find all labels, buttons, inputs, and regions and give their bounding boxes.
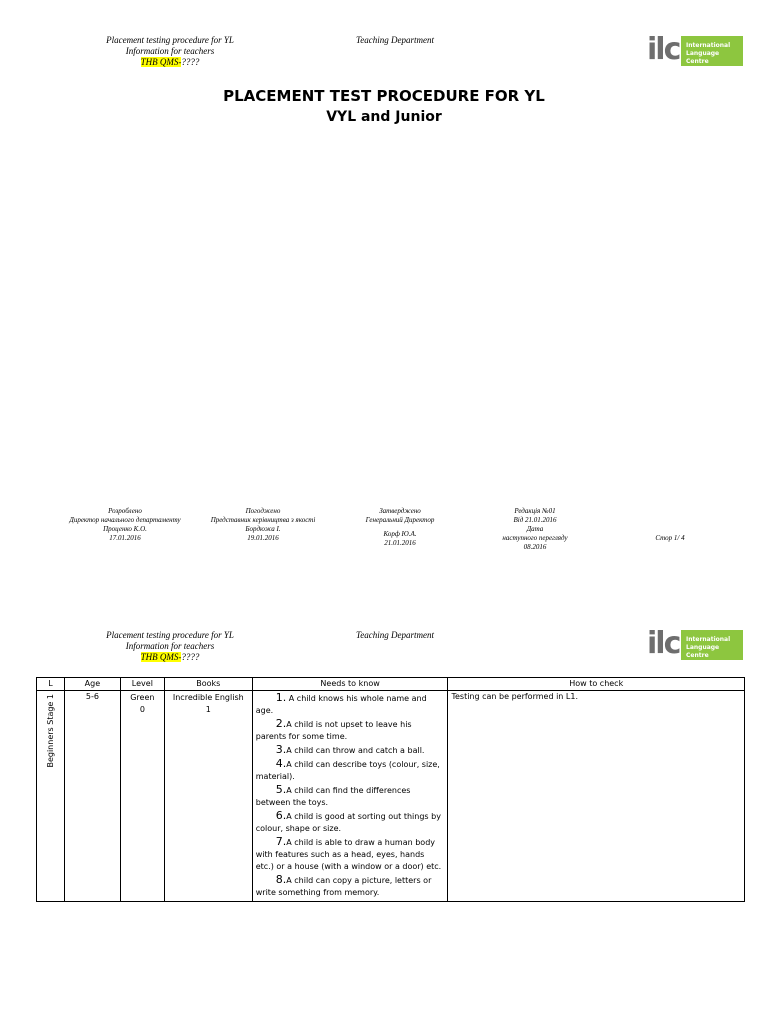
- header-code: [60, 57, 280, 68]
- needs-cell: [252, 691, 448, 902]
- header-line2: Information for teachers: [125, 46, 215, 56]
- header-age: Age: [64, 678, 120, 691]
- header-code-highlight: THB QMS-: [140, 57, 182, 67]
- table-header-row: [37, 678, 745, 691]
- footer-col2-line1: Погоджено: [245, 507, 281, 515]
- footer-col3-line1: Затверджено: [379, 507, 421, 515]
- logo-green-block-p2: [681, 630, 743, 660]
- footer-agreed: [197, 507, 329, 543]
- header-code-p2: [60, 652, 280, 663]
- header-how: How to check: [448, 678, 745, 691]
- footer-approved: [340, 507, 460, 548]
- level-cell: [120, 691, 164, 902]
- needs-item: 8.A child can copy a picture, letters or write something from memory.: [255, 873, 432, 897]
- stage-label: Beginners Stage 1: [45, 694, 55, 768]
- doc-header-left-p2: [60, 630, 280, 663]
- doc-header-middle-p2: Teaching Department: [356, 630, 434, 640]
- footer-col3-line5: 21.01.2016: [384, 539, 416, 547]
- level-line1: Green: [130, 693, 155, 702]
- doc-header-left: [60, 35, 280, 68]
- needs-item: 2.A child is not upset to leave his parents for some time.: [255, 717, 412, 741]
- document-title: PLACEMENT TEST PROCEDURE FOR YL: [223, 87, 545, 105]
- logo-letters: ilc: [647, 32, 680, 67]
- header-line2-p2: Information for teachers: [125, 641, 215, 651]
- needs-item: 3.A child can throw and catch a ball.: [275, 743, 425, 756]
- header-line1-p2: Placement testing procedure for YL: [106, 630, 234, 640]
- header-code-highlight-p2: THB QMS-: [140, 652, 182, 662]
- header-books: Books: [164, 678, 252, 691]
- needs-item: 7.A child is able to draw a human body with features such as a head, eyes, hands etc.) or a house (with a window or a door) etc.: [255, 835, 442, 871]
- how-to-check-cell: Testing can be performed in L1.: [448, 691, 745, 902]
- age-cell: 5-6: [64, 691, 120, 902]
- stage-cell: [37, 691, 65, 902]
- needs-item: 5.A child can find the differences between the toys.: [255, 783, 411, 807]
- needs-item: 1. A child knows his whole name and age.: [255, 691, 427, 715]
- books-line1: Incredible English: [172, 693, 244, 702]
- logo-green-block: [681, 36, 743, 66]
- ilc-logo-p2: [647, 628, 745, 664]
- footer-col2-line2: Представник керівництва з якості: [210, 516, 316, 524]
- footer-page-number: Стор 1/ 4: [655, 534, 685, 542]
- needs-item: 6.A child is good at sorting out things by colour, shape or size.: [255, 809, 441, 833]
- header-code-suffix: ????: [181, 57, 200, 67]
- footer-col1-line3: Проценко К.О.: [103, 525, 147, 533]
- footer-revision: [475, 507, 595, 552]
- footer-col4-line3: Дата: [526, 525, 544, 533]
- header-level: Level: [120, 678, 164, 691]
- footer-col1-line1: Розроблено: [108, 507, 142, 515]
- footer-col4-line5: 08.2016: [523, 543, 547, 551]
- logo-text-line1-p2: International: [686, 636, 731, 643]
- header-line1: Placement testing procedure for YL: [106, 35, 234, 45]
- level-line2: 0: [139, 705, 145, 714]
- footer-col3-line2: Генеральний Директор: [365, 516, 435, 524]
- doc-header-middle: Teaching Department: [356, 35, 434, 45]
- table-row: [37, 691, 745, 902]
- needs-item: 4.A child can describe toys (colour, size, material).: [255, 757, 440, 781]
- logo-text-line2-p2: Language Centre: [686, 644, 720, 659]
- footer-col2-line3: Бордюжа І.: [245, 525, 281, 533]
- logo-letters-p2: ilc: [647, 626, 680, 661]
- footer-col4-line1: Редакція №01: [514, 507, 556, 515]
- logo-text-line2: Language Centre: [686, 50, 720, 65]
- books-cell: [164, 691, 252, 902]
- header-code-suffix-p2: ????: [181, 652, 200, 662]
- footer-col4-line4: наступного перегляду: [502, 534, 568, 542]
- logo-text-line1: International: [686, 42, 731, 49]
- document-subtitle: VYL and Junior: [326, 109, 442, 125]
- placement-table: [36, 677, 745, 902]
- footer-col4-line2: Від 21.01.2016: [513, 516, 557, 524]
- header-l: L: [37, 678, 65, 691]
- footer-col1-line4: 17.01.2016: [109, 534, 141, 542]
- books-line2: 1: [205, 705, 211, 714]
- footer-col3-line4: Корф Ю.А.: [383, 530, 417, 538]
- footer-developed: [55, 507, 195, 543]
- footer-col2-line4: 19.01.2016: [247, 534, 279, 542]
- header-needs: Needs to know: [252, 678, 448, 691]
- ilc-logo: [647, 34, 745, 70]
- footer-col1-line2: Директор начального департаменту: [69, 516, 181, 524]
